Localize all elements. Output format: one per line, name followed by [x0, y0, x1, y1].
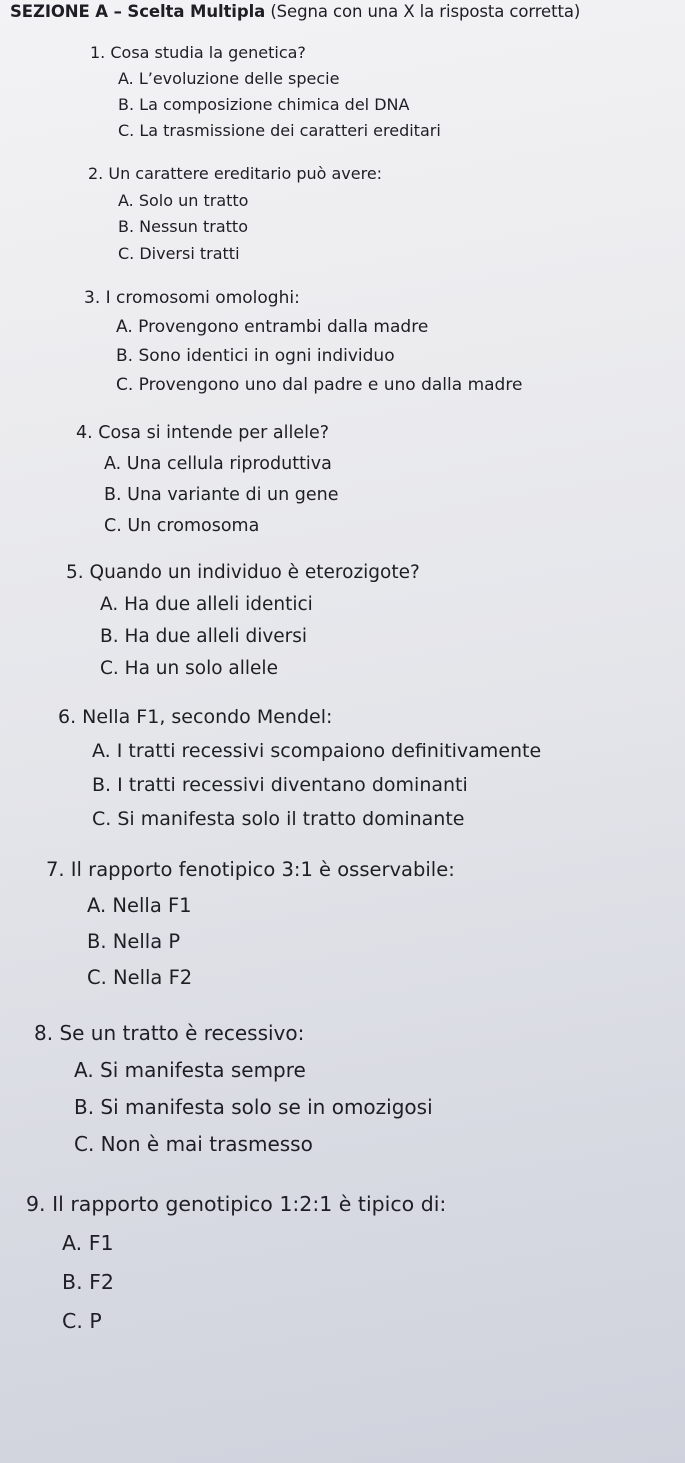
answer-option-a[interactable]: A. I tratti recessivi scompaiono definitivamente: [92, 740, 542, 762]
question-stem: 1. Cosa studia la genetica?: [90, 43, 306, 62]
question-2: [88, 161, 382, 267]
section-instruction: (Segna con una X la risposta corretta): [270, 2, 581, 21]
answer-option-b[interactable]: B. La composizione chimica del DNA: [118, 95, 410, 114]
answer-option-a[interactable]: A. F1: [62, 1231, 114, 1255]
answer-option-b[interactable]: B. Si manifesta solo se in omozigosi: [74, 1095, 433, 1119]
question-6: [58, 700, 541, 836]
answer-option-c[interactable]: C. Provengono uno dal padre e uno dalla madre: [116, 375, 523, 395]
question-1: [90, 40, 441, 144]
question-4: [76, 418, 338, 542]
question-stem: 3. I cromosomi omologhi:: [84, 288, 300, 308]
question-3: [84, 284, 522, 400]
answer-option-b[interactable]: B. Una variante di un gene: [104, 485, 339, 505]
answer-option-a[interactable]: A. Una cellula riproduttiva: [104, 454, 332, 474]
question-8: [34, 1015, 433, 1163]
answer-option-b[interactable]: B. Nella P: [87, 930, 181, 953]
question-7: [46, 852, 455, 996]
answer-option-b[interactable]: B. F2: [62, 1270, 114, 1294]
answer-option-b[interactable]: B. Sono identici in ogni individuo: [116, 346, 395, 366]
question-stem: 8. Se un tratto è recessivo:: [34, 1021, 305, 1045]
answer-option-a[interactable]: A. Provengono entrambi dalla madre: [116, 317, 429, 337]
answer-option-a[interactable]: A. Nella F1: [87, 894, 192, 917]
answer-option-b[interactable]: B. I tratti recessivi diventano dominanti: [92, 774, 468, 796]
question-stem: 2. Un carattere ereditario può avere:: [88, 164, 383, 183]
answer-option-c[interactable]: C. Nella F2: [87, 966, 193, 989]
question-stem: 7. Il rapporto fenotipico 3:1 è osservabile:: [46, 858, 455, 881]
section-header: [10, 2, 580, 21]
question-stem: 5. Quando un individuo è eterozigote?: [66, 562, 420, 583]
answer-option-c[interactable]: C. Non è mai trasmesso: [74, 1132, 313, 1156]
answer-option-a[interactable]: A. L’evoluzione delle specie: [118, 69, 340, 88]
question-stem: 9. Il rapporto genotipico 1:2:1 è tipico di:: [26, 1192, 447, 1216]
answer-option-c[interactable]: C. Un cromosoma: [104, 516, 260, 536]
answer-option-c[interactable]: C. Diversi tratti: [118, 243, 240, 263]
question-9: [26, 1185, 446, 1341]
answer-option-b[interactable]: B. Ha due alleli diversi: [100, 626, 308, 647]
question-5: [66, 557, 420, 685]
section-label: SEZIONE A – Scelta Multipla: [10, 2, 266, 21]
answer-option-a[interactable]: A. Ha due alleli identici: [100, 594, 313, 615]
answer-option-a[interactable]: A. Solo un tratto: [118, 190, 249, 210]
question-stem: 4. Cosa si intende per allele?: [76, 423, 330, 443]
answer-option-b[interactable]: B. Nessun tratto: [118, 217, 248, 236]
answer-option-a[interactable]: A. Si manifesta sempre: [74, 1058, 306, 1082]
question-stem: 6. Nella F1, secondo Mendel:: [58, 706, 333, 728]
answer-option-c[interactable]: C. Ha un solo allele: [100, 658, 278, 679]
answer-option-c[interactable]: C. Si manifesta solo il tratto dominante: [92, 808, 465, 830]
answer-option-c[interactable]: C. La trasmissione dei caratteri ereditari: [118, 121, 441, 140]
answer-option-c[interactable]: C. P: [62, 1309, 102, 1333]
